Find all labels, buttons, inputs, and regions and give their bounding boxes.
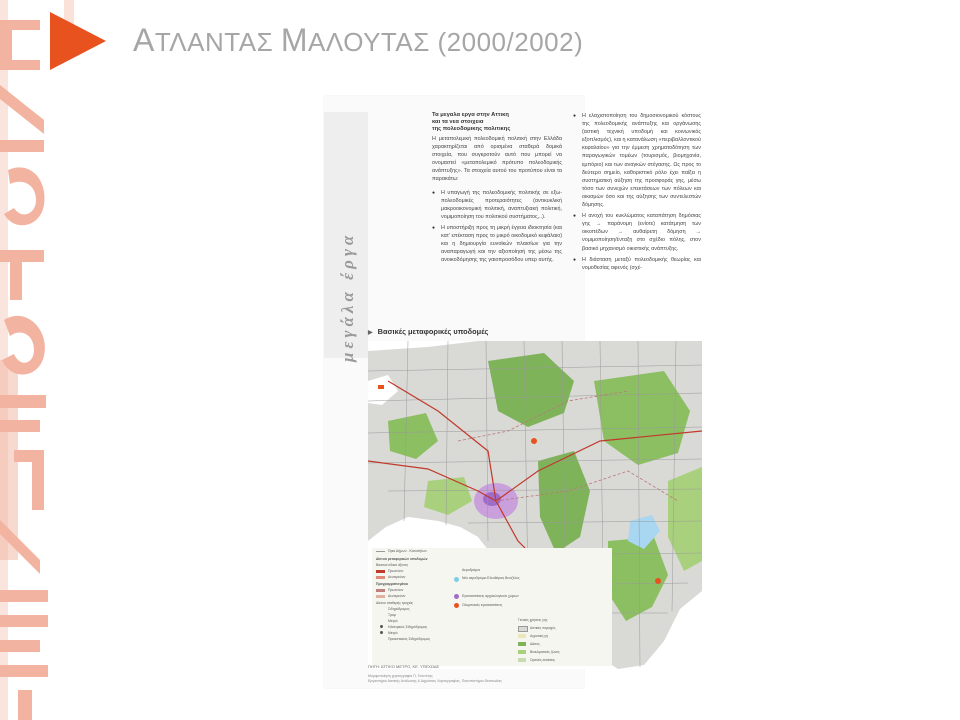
legend-agricultural: Αγροτική γη xyxy=(530,634,548,638)
map-source: ΠΗΓΗ: ΑΤΤΙΚΟ ΜΕΤΡΟ, ΚΕ. ΥΠΕΧΩΔΕ xyxy=(368,664,440,669)
legend-main-roads: Βασικοί οδικοί άξονες xyxy=(376,563,409,567)
legend-olympic: Ολυμπιακές εγκαταστάσεις xyxy=(462,603,503,607)
play-arrow-icon xyxy=(50,12,106,70)
map-credit-line-2: Εργαστήριο Αστικής Ανάλυσης & Δημόσιας Χαρτογραφίας, Πανεπιστήμιο Θεσσαλίας xyxy=(368,679,502,683)
article-column-left xyxy=(432,112,562,267)
legend-metro-2: Μετρό xyxy=(388,631,398,635)
legend-planned: Προγραμματισμένοι xyxy=(376,582,409,586)
legend-rail-network: Δίκτυο σταθερής τροχιάς xyxy=(376,601,414,605)
legend-swatch-agricultural xyxy=(518,634,526,638)
legend-boundaries: Όρια Δήμων - Κοινοτήτων xyxy=(388,549,427,553)
legend-swatch-bioclimatic xyxy=(518,650,526,654)
title-cap-1: Α xyxy=(133,22,155,58)
legend-bioclimatic: Βιοκλιματικές ζώνες xyxy=(530,650,560,654)
map-credit-line-1: Μορφοποίηση χαρτογραφία Π. Γιαννέτης xyxy=(368,674,433,678)
article-column-right xyxy=(573,112,701,275)
article-title-line-3: της πολεοδομικης πολιτικης xyxy=(432,126,511,132)
legend-swatch-forest xyxy=(518,642,526,646)
decorative-letter-band xyxy=(0,0,110,720)
title-years: (2000/2002) xyxy=(429,27,584,57)
legend-swatch-boundary xyxy=(376,551,385,552)
legend-dot-archaeological xyxy=(454,594,459,599)
vertical-section-label: μεγάλα έργα xyxy=(338,231,357,362)
article-title-line-1: Τα μεγαλα εργα στην Αττικη xyxy=(432,112,509,118)
legend-secondary: Δευτερεύον xyxy=(388,575,406,579)
legend-railway: Σιδηρόδρομος xyxy=(388,607,410,611)
legend-primary: Πρωτεύον xyxy=(388,569,404,573)
legend-dot-metro xyxy=(380,631,383,634)
legend-land-use: Γενικές χρήσεις γης xyxy=(518,618,548,622)
article-bullet-4: ● Η ανοχή του κυκλώματος καταπάτηση δημόσιας γης → παράνομη (ενίοτε) κατάτμηση των οικοπέδων → αυθαίρετη δόμηση → νομιμοποίηση/ένταξη στο σχέδιο πόλης, στον βασικό μηχανισμό οικιστικής ανάπτυξης. xyxy=(573,212,701,252)
legend-urban: Αστικές περιοχές xyxy=(530,626,556,630)
map-caption xyxy=(368,327,488,336)
legend-swatch-urban xyxy=(518,626,528,632)
legend-suburban-railway: Προαστιακός Σιδηρόδρομος xyxy=(388,637,431,641)
legend-networks: Δίκτυα μεταφορικών υποδομών xyxy=(376,557,428,561)
legend-archaeological: Εγκαταστάσεις αρχαιολογικών χώρων xyxy=(462,594,519,598)
legend-swatch-primary xyxy=(376,570,385,573)
article-bullet-2: ● Η υποστήριξη προς τη μικρή έγγεια ιδιοκτησία (και κατ' επέκταση προς το μικρό οικοδομικό κεφάλαιο) και η δημιουργία ευνοϊκών πλαισίων για την αναπαραγωγή και την αξιοποίησή της μέσω της ανοικοδόμησης της γαιοπροσόδου υπερ αυτής. xyxy=(432,224,562,264)
title-cap-2: Μ xyxy=(280,22,309,58)
article-bullet-3: ● Η ελαχιστοποίηση του δημοσιονομικού κόστους της πολεοδομικής ανάπτυξης και οργάνωσης (αστική τεχνική υποδομή και κοινωνικός εξοπλισμός), και η κατανάλωση «περιβαλλοντικού κεφαλαίου» για την έμμεση χρηματοδότηση των παραγωγικών τομέων (τουρισμός, βιομηχανία, εμπόριο) και των αναγκών στέγασης. Ως προς το δεύτερο σημείο, καθοριστικό ρόλο έχει παίξει η συστηματική αύξηση της προσφοράς γης, μέσω τόσο των συνεχών επεκτάσεων των πόλεων και οικισμών όσο και της αύξησης των συντελεστών δόμησης. xyxy=(573,112,701,209)
legend-mountain: Ορεινές εκτάσεις xyxy=(530,658,556,662)
map-credit xyxy=(368,674,588,684)
title-part-2: ΑΛΟΥΤΑΣ xyxy=(308,27,430,57)
legend-swatch-secondary xyxy=(376,576,385,579)
title-part-1: ΤΛΑΝΤΑΣ xyxy=(154,27,281,57)
map-legend xyxy=(372,548,612,666)
article-title-line-2: και τα νεα στοιχεια xyxy=(432,119,484,125)
legend-planned-primary: Πρωτεύον xyxy=(388,588,404,592)
legend-dot-electric xyxy=(380,625,383,628)
article-intro: Η μεταπολεμική πολεοδομική πολιτική στην Ελλάδα χαρακτηρίζεται από ορισμένα σταθερά δομικά στοιχεία, που συγκροτούν αυτό που μπορεί να ονομαστεί «μεταπολεμικό πρότυπο πολεοδομικής ανάπτυξης». Τα στοιχεία αυτού του προτύπου είναι τα παρακάτω: xyxy=(432,136,562,183)
caption-triangle-icon: ▶ xyxy=(368,330,373,336)
legend-metro: Μετρό xyxy=(388,619,398,623)
legend-dot-olympic xyxy=(454,603,459,608)
legend-dot-airport xyxy=(454,577,459,582)
legend-swatch-planned-primary xyxy=(376,589,385,592)
legend-swatch-mountain xyxy=(518,658,526,662)
legend-electric-railway: Ηλεκτρικός Σιδηρόδρομος xyxy=(388,625,428,629)
legend-forest: Δάσος xyxy=(530,642,540,646)
legend-new-airport: Νέο αεροδρόμιο Ελευθέριος Βενιζέλος xyxy=(462,576,520,580)
slide-title xyxy=(133,22,583,59)
article-bullet-1: ● Η υπαγωγή της πολεοδομικής πολιτικής σε εξω-πολεοδομικές προτεραιότητες (αντικυκλική μακροοικονομική πολιτική, αναπτυξιακή πολιτική, νομιμοποίηση του πολιτικού συστήματος,..). xyxy=(432,189,562,221)
legend-swatch-planned-secondary xyxy=(376,595,385,598)
legend-planned-secondary: Δευτερεύον xyxy=(388,594,406,598)
article-title xyxy=(432,112,562,133)
article-bullet-5: ● Η διάσταση μεταξύ πολεοδομικής θεωρίας και νομοθεσίας αφενός (σχέ- xyxy=(573,256,701,272)
map-caption-text: Βασικές μεταφορικές υποδομές xyxy=(377,327,489,336)
legend-airports: Αεροδρόμια xyxy=(462,568,480,572)
legend-tram: Τραμ xyxy=(388,613,396,617)
